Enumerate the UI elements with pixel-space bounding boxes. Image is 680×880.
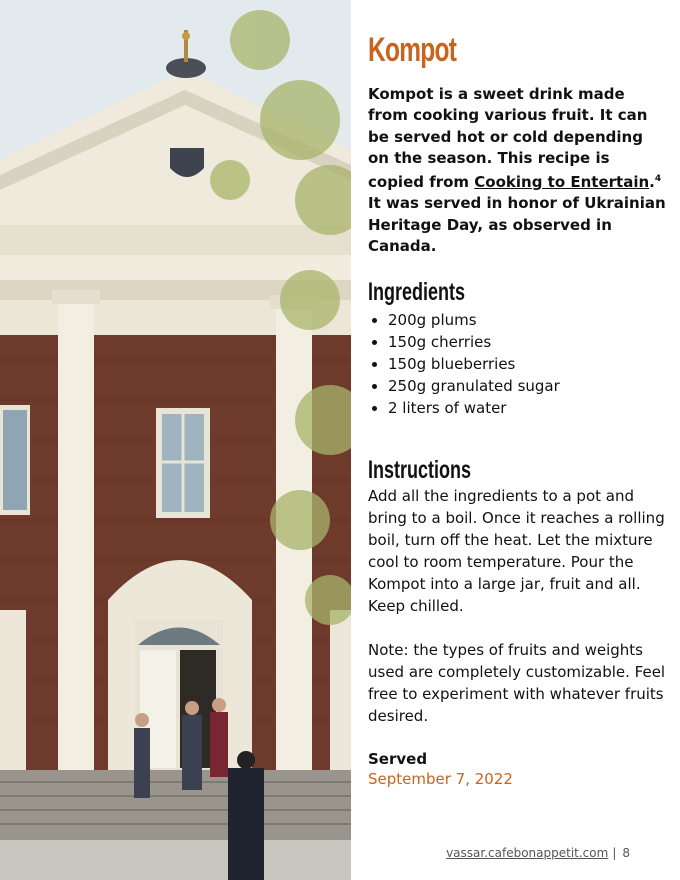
list-item: • 150g blueberries bbox=[388, 353, 668, 375]
recipe-content bbox=[368, 30, 668, 789]
intro-paragraph: Kompot is a sweet drink made from cooking various fruit. It can be served hot or cold depending on the season. This recipe is copied from Cooking to Entertain.$^4$ It was served in honor of Ukrainian Heritage Day, as observed in Canada. bbox=[368, 85, 666, 256]
served-label: Served bbox=[368, 750, 428, 769]
footer-separator: | bbox=[612, 846, 617, 860]
footnote-marker: 4 bbox=[654, 174, 662, 185]
instructions-text: Add all the ingredients to a pot and bring to a boil. Once it reaches a rolling boil, turn off the heat. Let the mixture cool to room temperature. Pour the Kompot into a large jar, fruit and all. Keep chilled. bbox=[368, 487, 665, 616]
instructions-heading: Instructions bbox=[368, 456, 472, 485]
served-date: September 7, 2022 bbox=[368, 770, 513, 789]
list-item: • 150g cherries bbox=[388, 331, 668, 353]
ingredients-heading: Ingredients bbox=[368, 278, 466, 307]
site-link[interactable]: vassar.cafebonappetit.com bbox=[446, 846, 609, 860]
ingredients-list bbox=[368, 309, 668, 419]
page-footer bbox=[446, 846, 630, 860]
page-number: 8 bbox=[622, 846, 630, 860]
list-item: • 2 liters of water bbox=[388, 397, 668, 419]
list-item: • 250g granulated sugar bbox=[388, 375, 668, 397]
list-item: • 200g plums bbox=[388, 309, 668, 331]
recipe-title: Kompot bbox=[368, 31, 457, 69]
cooking-to-entertain-link[interactable]: Cooking to Entertain bbox=[474, 173, 650, 192]
note-text: Note: the types of fruits and weights used are completely customizable. Feel free to experiment with whatever fruits desired. bbox=[368, 641, 666, 726]
